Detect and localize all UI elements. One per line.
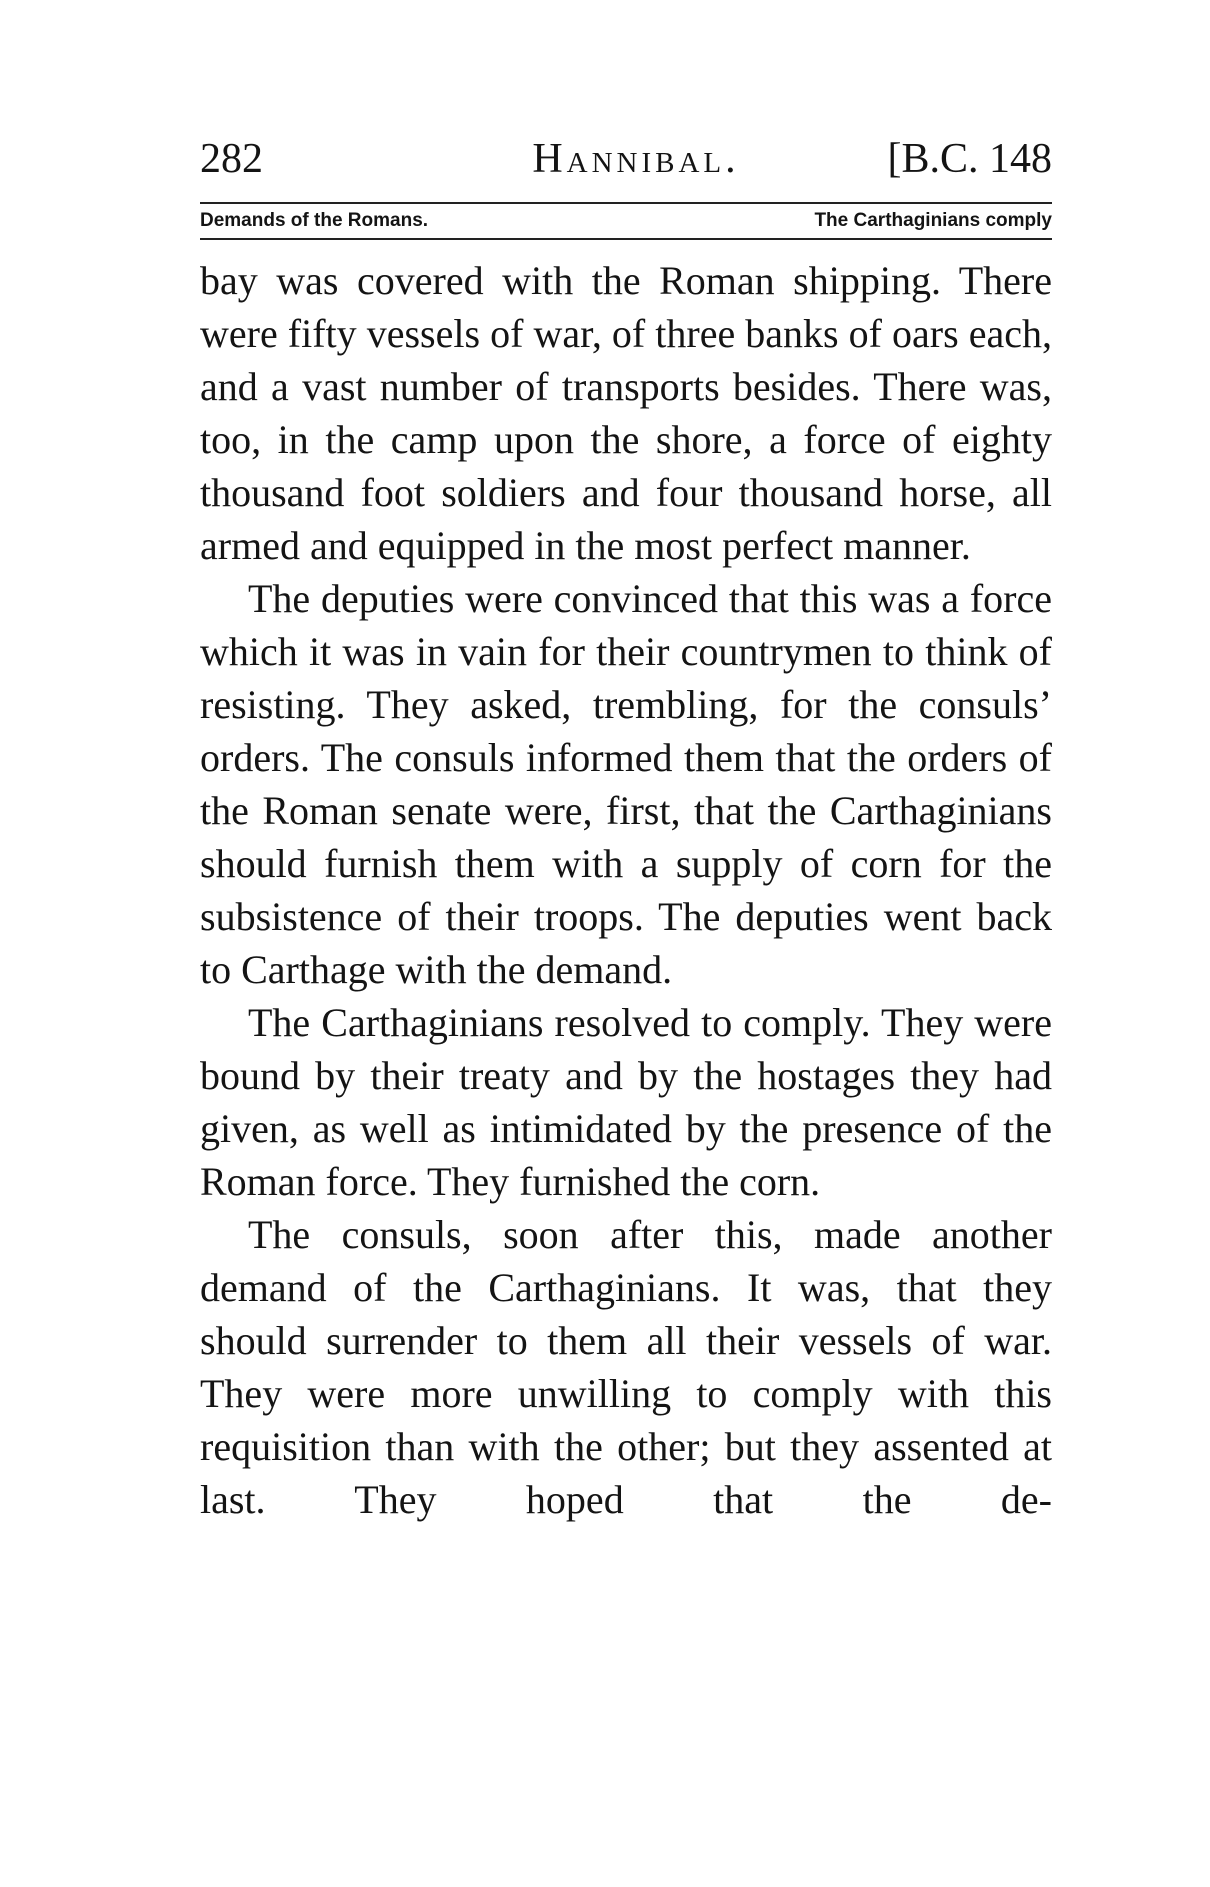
page-number: 282 xyxy=(200,136,263,182)
side-heading-left: Demands of the Romans. xyxy=(200,210,429,231)
header-rule-bottom xyxy=(200,238,1052,240)
paragraph-3: The Carthaginians resolved to comply. They were bound by their treaty and by the hostages they had given, as well as intimidated by the presence of the Roman force. They furnished the corn. xyxy=(200,1000,1052,1204)
running-head xyxy=(200,128,1052,190)
date-label: [B.C. 148 xyxy=(887,136,1052,182)
running-title: Hannibal. xyxy=(532,136,740,182)
paragraph-2: The deputies were convinced that this was a force which it was in vain for their countrymen to think of resisting. They asked, trembling, for the consuls’ orders. The consuls informed them that the orders of the Roman senate were, first, that the Carthaginians should furnish them with a supply of corn for the subsistence of their troops. The deputies went back to Carthage with the demand. xyxy=(200,576,1052,992)
book-page xyxy=(200,128,1052,1526)
paragraph-1: bay was covered with the Roman shipping. There were fifty vessels of war, of three banks of oars each, and a vast number of transports besides. There was, too, in the camp upon the shore, a force of eighty thousand foot soldiers and four thousand horse, all armed and equipped in the most perfect manner. xyxy=(200,258,1052,568)
body-text xyxy=(200,254,1052,1526)
paragraph-4: The consuls, soon after this, made another demand of the Carthaginians. It was, that they should surrender to them all their vessels of war. They were more unwilling to comply with this requisition than with the other; but they assented at last. They hoped that the de- xyxy=(200,1212,1052,1522)
side-headings xyxy=(200,204,1052,238)
side-heading-right: The Carthaginians comply xyxy=(814,210,1052,231)
